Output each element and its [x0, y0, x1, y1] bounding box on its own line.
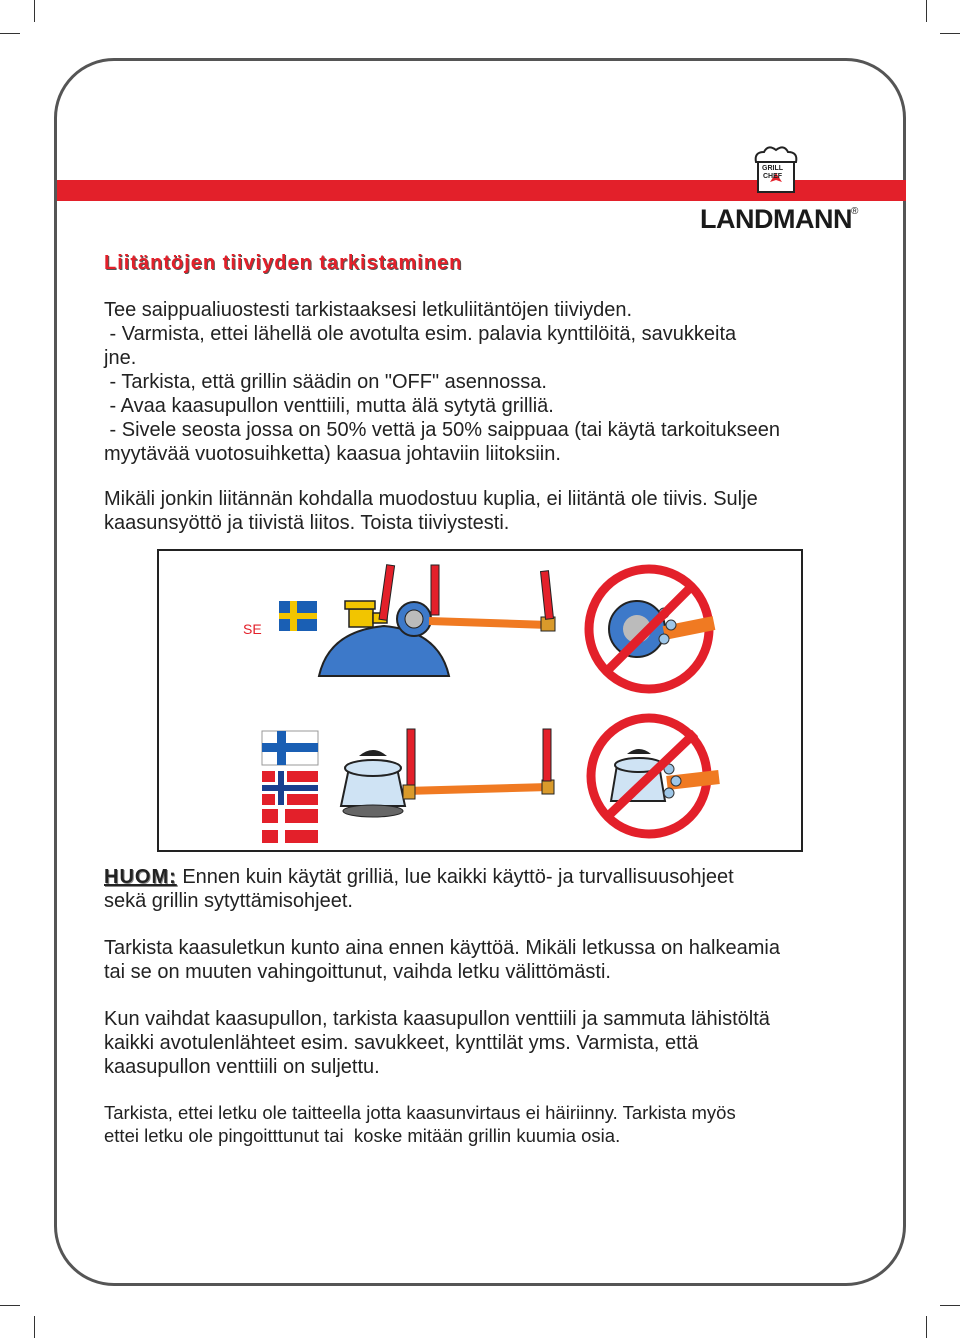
norway-flag-icon: [262, 771, 318, 805]
text-line: myytävää vuotosuihketta) kaasua johtaviin liitoksiin.: [104, 443, 561, 465]
bubbles-paragraph: [104, 487, 864, 535]
brand-name: LANDMANN: [700, 204, 852, 234]
forbidden-icon: [591, 718, 719, 834]
text-line: kaasunsyöttö ja tiivistä liitos. Toista tiiviystesti.: [104, 512, 510, 534]
crop-mark: [926, 0, 927, 22]
regulator-icon: [341, 750, 405, 817]
check-hose-paragraph: [104, 936, 864, 984]
text-line: - Avaa kaasupullon venttiili, mutta älä sytytä grilliä.: [104, 395, 554, 417]
gas-bottle-icon: [319, 626, 449, 676]
badge-text-grill: GRILL: [762, 165, 783, 172]
text-line: - Tarkista, että grillin säädin on "OFF" asennossa.: [104, 371, 547, 393]
huom-label: HUOM:: [104, 866, 177, 888]
text-line: Mikäli jonkin liitännän kohdalla muodostuu kuplia, ei liitäntä ole tiivis. Sulje: [104, 488, 758, 510]
change-bottle-paragraph: [104, 1007, 864, 1079]
finland-flag-icon: [262, 731, 318, 765]
text-line: Tarkista, ettei letku ole taitteella jotta kaasunvirtaus ei häiriinny. Tarkista myös: [104, 1102, 736, 1123]
text-line: kaasupullon venttiili on suljettu.: [104, 1056, 380, 1078]
text-line: - Varmista, ettei lähellä ole avotulta esim. palavia kynttilöitä, savukkeita: [104, 323, 737, 345]
crop-mark: [34, 1316, 35, 1338]
text-line: Tee saippualiuostesti tarkistaaksesi letkuliitäntöjen tiiviyden.: [104, 299, 633, 321]
forbidden-icon: [589, 569, 714, 689]
intro-paragraph: [104, 298, 864, 466]
text-line: kaikki avotulenlähteet esim. savukkeet, kynttilät yms. Varmista, että: [104, 1032, 699, 1054]
text-line: ettei letku ole pingoitttunut tai koske mitään grillin kuumia osia.: [104, 1125, 621, 1146]
sweden-flag-icon: [279, 601, 317, 631]
huom-paragraph: [104, 865, 864, 913]
text-line: Kun vaihdat kaasupullon, tarkista kaasupullon venttiili ja sammuta lähistöltä: [104, 1008, 770, 1030]
badge-text-chef: CHEF: [763, 173, 783, 180]
crop-mark: [0, 1305, 20, 1306]
landmann-logo: [700, 144, 860, 234]
text-line: Ennen kuin käytät grilliä, lue kaikki käyttö- ja turvallisuusohjeet: [176, 866, 734, 888]
grill-chef-badge-icon: [700, 144, 860, 204]
hose-fold-paragraph: [104, 1101, 864, 1147]
text-line: Tarkista kaasuletkun kunto aina ennen käyttöä. Mikäli letkussa on halkeamia: [104, 937, 780, 959]
connection-illustration: [157, 549, 803, 852]
hose-icon: [405, 787, 549, 791]
crop-mark: [0, 33, 20, 34]
page-title: Liitäntöjen tiiviyden tarkistaminen: [104, 252, 463, 274]
crop-mark: [926, 1316, 927, 1338]
text-line: - Sivele seosta jossa on 50% vettä ja 50% saippuaa (tai käytä tarkoitukseen: [104, 419, 780, 441]
crop-mark: [34, 0, 35, 22]
hose-icon: [429, 621, 549, 625]
crop-mark: [940, 1305, 960, 1306]
text-line: tai se on muuten vahingoittunut, vaihda letku välittömästi.: [104, 961, 611, 983]
text-line: sekä grillin sytyttämisohjeet.: [104, 890, 353, 912]
illustration-drawing: [159, 551, 801, 850]
text-line: jne.: [104, 347, 137, 369]
country-code-label: SE: [243, 621, 262, 637]
denmark-flag-icon: [262, 809, 318, 843]
crop-mark: [940, 33, 960, 34]
brand-reg-mark: ®: [851, 206, 859, 217]
